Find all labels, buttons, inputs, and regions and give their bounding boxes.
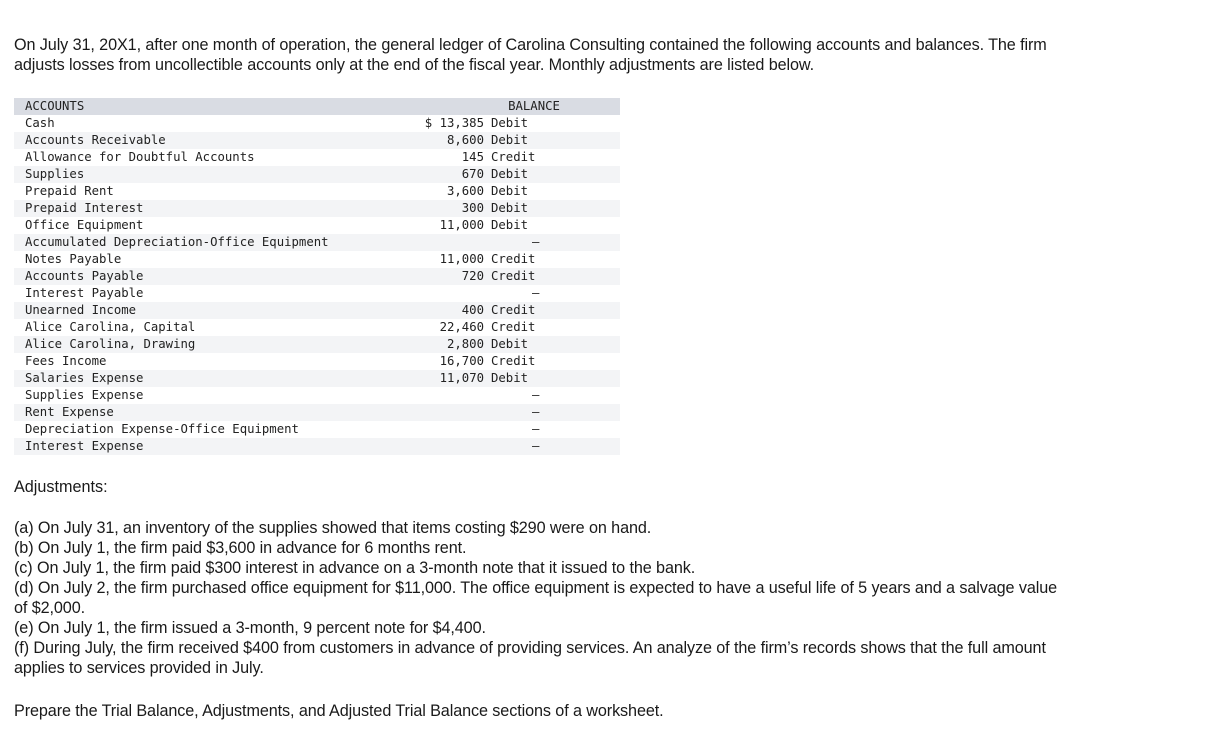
account-balance	[404, 404, 604, 421]
balance-side: Debit	[491, 133, 529, 147]
adjustment-item: (f) During July, the firm received $400 from customers in advance of providing services. An analyze of the firm’s records shows that the full amount applies to services provided in July.	[14, 639, 1046, 677]
balance-amount: 670	[461, 167, 484, 181]
balance-amount: 16,700	[439, 354, 484, 368]
account-name: Fees Income	[25, 354, 107, 368]
adjustment-item: (d) On July 2, the firm purchased office equipment for $11,000. The office equipment is expected to have a useful life of 5 years and a salvage value of $2,000.	[14, 579, 1058, 617]
balance-amount: 8,600	[446, 133, 484, 147]
balance-side: Debit	[491, 167, 529, 181]
account-balance	[404, 387, 604, 404]
empty-balance-dash: –	[532, 235, 540, 249]
account-name: Unearned Income	[25, 303, 137, 317]
account-name: Supplies Expense	[25, 388, 144, 402]
account-name: Rent Expense	[25, 405, 114, 419]
account-balance	[404, 302, 604, 319]
ledger-row	[14, 319, 620, 336]
accounts-column-header: ACCOUNTS	[25, 99, 85, 113]
adjustments-heading: Adjustments:	[14, 478, 108, 496]
balance-amount: 300	[461, 201, 484, 215]
account-name: Interest Payable	[25, 286, 144, 300]
ledger-row	[14, 302, 620, 319]
task-instruction: Prepare the Trial Balance, Adjustments, and Adjusted Trial Balance sections of a worksheet.	[14, 702, 664, 720]
account-name: Alice Carolina, Capital	[25, 320, 196, 334]
balance-amount: 11,070	[439, 371, 484, 385]
account-name: Depreciation Expense-Office Equipment	[25, 422, 299, 436]
account-name: Accounts Payable	[25, 269, 144, 283]
ledger-row	[14, 217, 620, 234]
account-balance	[404, 353, 604, 370]
ledger-row	[14, 387, 620, 404]
account-balance	[404, 336, 604, 353]
ledger-row	[14, 421, 620, 438]
balance-side: Debit	[491, 184, 529, 198]
balance-side: Credit	[491, 320, 536, 334]
account-name: Accounts Receivable	[25, 133, 166, 147]
ledger-row	[14, 438, 620, 455]
balance-amount: 720	[461, 269, 484, 283]
account-name: Accumulated Depreciation-Office Equipment	[25, 235, 329, 249]
adjustment-item: (b) On July 1, the firm paid $3,600 in advance for 6 months rent.	[14, 539, 467, 557]
ledger-row	[14, 183, 620, 200]
ledger-row	[14, 370, 620, 387]
balance-side: Debit	[491, 371, 529, 385]
balance-amount: $ 13,385	[424, 116, 484, 130]
account-balance	[404, 166, 604, 183]
balance-side: Credit	[491, 354, 536, 368]
account-balance	[404, 421, 604, 438]
balance-side: Debit	[491, 218, 529, 232]
balance-amount: 11,000	[439, 218, 484, 232]
balance-amount: 145	[461, 150, 484, 164]
ledger-row	[14, 404, 620, 421]
ledger-row	[14, 132, 620, 149]
balance-side: Debit	[491, 337, 529, 351]
ledger-row	[14, 166, 620, 183]
account-name: Supplies	[25, 167, 85, 181]
ledger-table	[14, 98, 620, 455]
account-balance	[404, 234, 604, 251]
ledger-row	[14, 149, 620, 166]
ledger-body	[14, 115, 620, 455]
account-name: Notes Payable	[25, 252, 122, 266]
account-balance	[404, 438, 604, 455]
account-name: Office Equipment	[25, 218, 144, 232]
account-name: Salaries Expense	[25, 371, 144, 385]
balance-side: Credit	[491, 303, 536, 317]
account-name: Cash	[25, 116, 55, 130]
account-name: Prepaid Rent	[25, 184, 114, 198]
ledger-row	[14, 200, 620, 217]
balance-side: Credit	[491, 269, 536, 283]
empty-balance-dash: –	[532, 388, 540, 402]
account-balance	[404, 217, 604, 234]
ledger-row	[14, 285, 620, 302]
balance-side: Credit	[491, 150, 536, 164]
adjustment-item: (a) On July 31, an inventory of the supplies showed that items costing $290 were on hand.	[14, 519, 652, 537]
balance-side: Debit	[491, 201, 529, 215]
account-balance	[404, 319, 604, 336]
account-balance	[404, 149, 604, 166]
ledger-row	[14, 115, 620, 132]
account-balance	[404, 268, 604, 285]
account-balance	[404, 132, 604, 149]
balance-column-header: BALANCE	[508, 99, 560, 113]
ledger-row	[14, 268, 620, 285]
account-balance	[404, 183, 604, 200]
account-balance	[404, 200, 604, 217]
account-name: Allowance for Doubtful Accounts	[25, 150, 255, 164]
account-name: Prepaid Interest	[25, 201, 144, 215]
balance-amount: 3,600	[446, 184, 484, 198]
balance-amount: 400	[461, 303, 484, 317]
balance-side: Credit	[491, 252, 536, 266]
ledger-row	[14, 353, 620, 370]
adjustment-item: (e) On July 1, the firm issued a 3-month, 9 percent note for $4,400.	[14, 619, 486, 637]
account-balance	[404, 251, 604, 268]
empty-balance-dash: –	[532, 439, 540, 453]
account-balance	[404, 285, 604, 302]
balance-amount: 2,800	[446, 337, 484, 351]
adjustments-list	[14, 518, 1074, 678]
account-name: Interest Expense	[25, 439, 144, 453]
ledger-row	[14, 234, 620, 251]
account-name: Alice Carolina, Drawing	[25, 337, 196, 351]
account-balance	[404, 115, 604, 132]
empty-balance-dash: –	[532, 422, 540, 436]
balance-amount: 11,000	[439, 252, 484, 266]
balance-side: Debit	[491, 116, 529, 130]
empty-balance-dash: –	[532, 286, 540, 300]
empty-balance-dash: –	[532, 405, 540, 419]
intro-paragraph: On July 31, 20X1, after one month of operation, the general ledger of Carolina Consulting contained the following accounts and balances. The firm adjusts losses from uncollectible accounts only at the end of the fiscal year. Monthly adjustments are listed below.	[14, 36, 1047, 74]
ledger-row	[14, 336, 620, 353]
adjustment-item: (c) On July 1, the firm paid $300 interest in advance on a 3-month note that it issued to the bank.	[14, 559, 696, 577]
ledger-header-row	[14, 98, 620, 115]
balance-amount: 22,460	[439, 320, 484, 334]
account-balance	[404, 370, 604, 387]
ledger-row	[14, 251, 620, 268]
